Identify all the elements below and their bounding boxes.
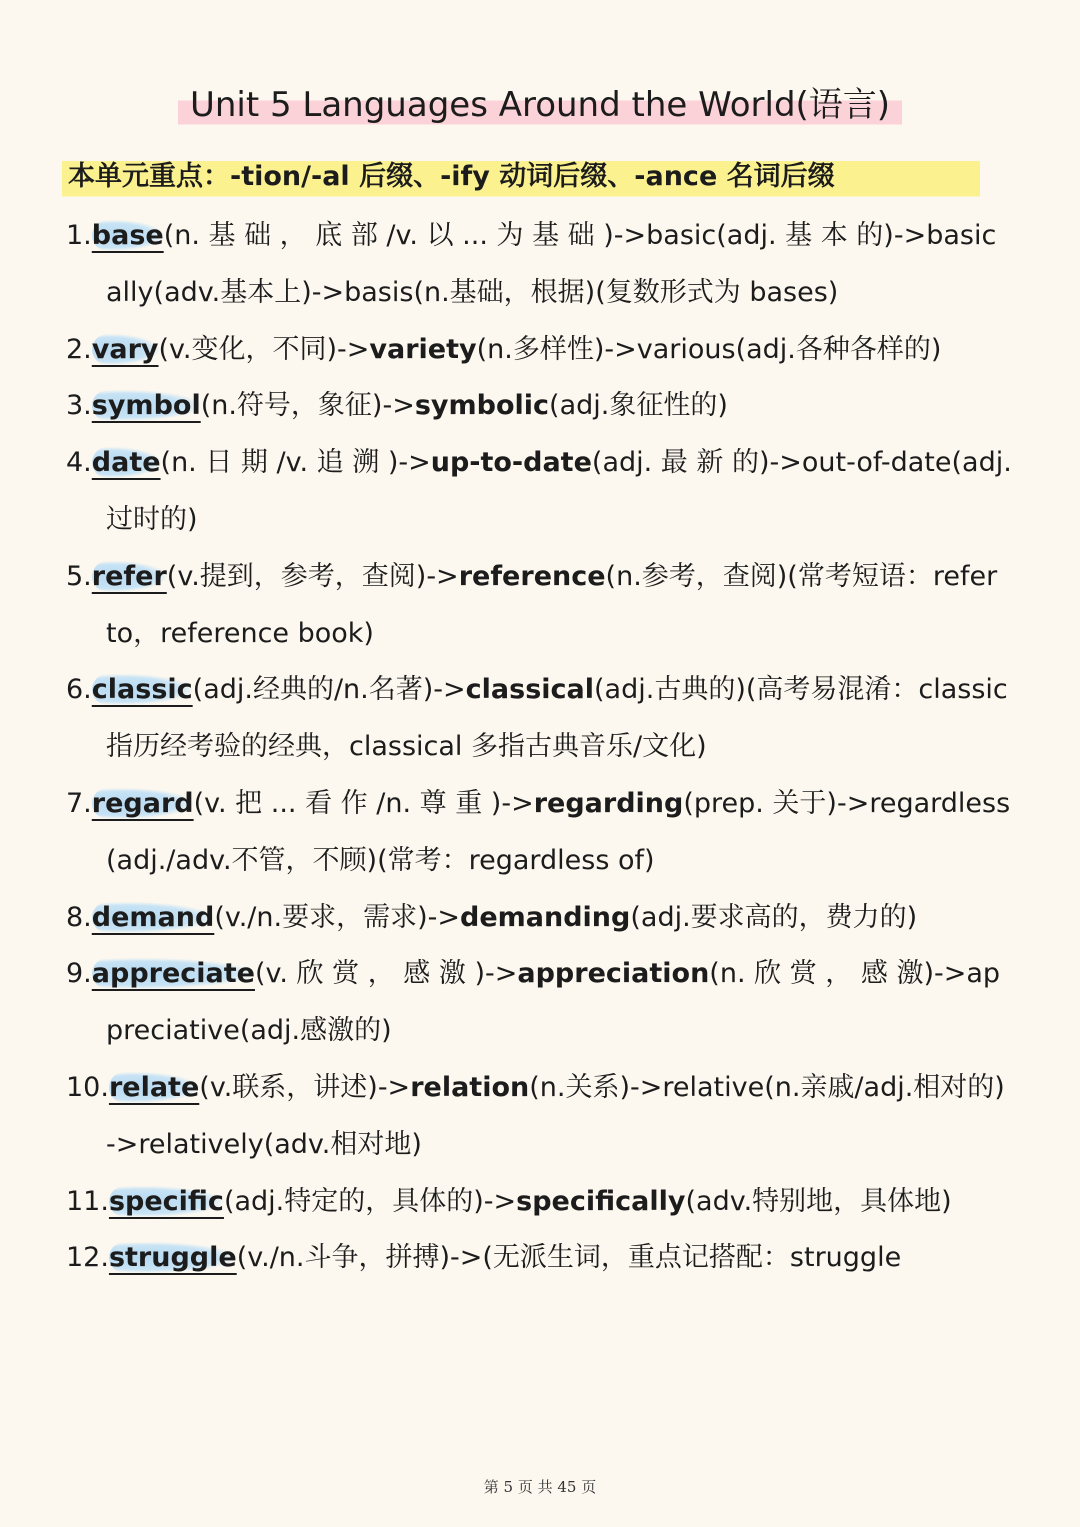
derived-word: regarding bbox=[533, 787, 684, 819]
headword: date bbox=[91, 447, 161, 479]
definition-text: (prep. 关于)->regardless(adj./adv.不管，不顾)(常考：regardless of) bbox=[106, 787, 1011, 876]
vocab-entry bbox=[66, 776, 1012, 890]
definition-text: (n.参考，查阅)(常考短语：refer to，reference book) bbox=[106, 560, 998, 649]
entry-number: 7. bbox=[66, 787, 92, 819]
definition-text: (v. 欣 赏 ， 感 激 )-> bbox=[254, 958, 518, 990]
vocab-entry bbox=[66, 662, 1012, 776]
definition-text: basis bbox=[344, 276, 414, 308]
derived-word: symbolic bbox=[414, 390, 550, 422]
definition-text: (adj.特定的，具体的)-> bbox=[223, 1185, 517, 1217]
vocab-entry bbox=[66, 549, 1012, 663]
definition-text: (n. 日 期 /v. 追 溯 )-> bbox=[160, 447, 431, 479]
definition-text: (adj.要求高的，费力的) bbox=[630, 901, 918, 933]
headword: specific bbox=[108, 1185, 224, 1217]
headword: symbol bbox=[91, 390, 201, 422]
definition-text: (adj.经典的/n.名著)-> bbox=[192, 674, 466, 706]
definition-text: (v.提到，参考，查阅)-> bbox=[166, 560, 459, 592]
vocab-entry bbox=[66, 1060, 1012, 1174]
entry-number: 9. bbox=[66, 958, 92, 990]
entry-number: 6. bbox=[66, 674, 92, 706]
entry-number: 2. bbox=[66, 333, 92, 365]
unit-key-points: 本单元重点：-tion/-al 后缀、-ify 动词后缀、-ance 名词后缀 bbox=[62, 150, 980, 204]
vocab-entry bbox=[66, 890, 1012, 947]
derived-word: reference bbox=[458, 560, 606, 592]
definition-text: (n. 基 础 ， 底 部 /v. 以 ... 为 基 础 )-> bbox=[163, 220, 647, 251]
vocab-entry bbox=[66, 322, 1012, 379]
definition-text: basically bbox=[106, 220, 997, 308]
vocab-entry bbox=[66, 1230, 1012, 1287]
derived-word: specifically bbox=[516, 1185, 686, 1217]
entry-number: 12. bbox=[66, 1242, 109, 1274]
derived-word: classical bbox=[465, 674, 595, 706]
derived-word: variety bbox=[369, 333, 477, 365]
entry-number: 3. bbox=[66, 390, 92, 422]
definition-text: (v./n.斗争，拼搏)->(无派生词，重点记搭配：struggle bbox=[236, 1242, 902, 1274]
definition-text: (adj.象征性的) bbox=[549, 390, 728, 422]
vocab-entry bbox=[66, 378, 1012, 435]
headword: appreciate bbox=[91, 958, 255, 990]
entry-number: 8. bbox=[66, 901, 92, 933]
headword: base bbox=[91, 220, 164, 251]
vocab-entry bbox=[66, 1174, 1012, 1231]
entry-number: 4. bbox=[66, 447, 92, 479]
definition-text: (n.符号，象征)-> bbox=[200, 390, 415, 422]
definition-text: (n. 欣 赏 ， 感 激)->appreciative(adj.感激的) bbox=[106, 958, 1001, 1047]
headword: demand bbox=[91, 901, 215, 933]
headword: vary bbox=[91, 333, 159, 365]
definition-text: basic bbox=[646, 220, 717, 251]
vocab-entry bbox=[66, 208, 1012, 322]
entry-number: 10. bbox=[66, 1071, 109, 1103]
definition-text: (v.变化，不同)-> bbox=[158, 333, 370, 365]
entry-number: 11. bbox=[66, 1185, 109, 1217]
headword: relate bbox=[108, 1071, 200, 1103]
vocabulary-list bbox=[66, 208, 1012, 1287]
definition-text: (v. 把 ... 看 作 /n. 尊 重 )-> bbox=[193, 787, 534, 819]
entry-number: 1. bbox=[66, 220, 92, 251]
derived-word: up-to-date bbox=[430, 447, 592, 479]
vocab-entry bbox=[66, 435, 1012, 549]
vocab-entry bbox=[66, 946, 1012, 1060]
derived-word: demanding bbox=[460, 901, 631, 933]
entry-number: 5. bbox=[66, 560, 92, 592]
definition-text: (n.基础，根据)(复数形式为 bases) bbox=[413, 276, 839, 308]
definition-text: (adv.特别地，具体地) bbox=[685, 1185, 952, 1217]
derived-word: relation bbox=[410, 1071, 530, 1103]
headword: struggle bbox=[108, 1242, 237, 1274]
definition-text: (n.关系)->relative(n.亲戚/adj.相对的)->relatively(adv.相对地) bbox=[106, 1071, 1005, 1160]
definition-text: (n.多样性)->various(adj.各种各样的) bbox=[476, 333, 942, 365]
definition-text: (adj. 基 本 的)-> bbox=[716, 220, 927, 251]
headword: classic bbox=[91, 674, 193, 706]
headword: regard bbox=[91, 787, 194, 819]
definition-text: (adj.古典的)(高考易混淆：classic 指历经考验的经典，classical 多指古典音乐/文化) bbox=[106, 674, 1008, 763]
definition-text: (v.联系，讲述)-> bbox=[199, 1071, 411, 1103]
page-number: 第 5 页 共 45 页 bbox=[483, 1478, 597, 1496]
derived-word: appreciation bbox=[517, 958, 710, 990]
page-title: Unit 5 Languages Around the World(语言) bbox=[178, 78, 902, 132]
headword: refer bbox=[91, 560, 167, 592]
definition-text: (adv.基本上)-> bbox=[153, 276, 345, 308]
definition-text: (adj. 最 新 的)->out-of-date(adj.过时的) bbox=[106, 447, 1012, 535]
title-container bbox=[0, 78, 1080, 132]
definition-text: (v./n.要求，需求)-> bbox=[214, 901, 461, 933]
